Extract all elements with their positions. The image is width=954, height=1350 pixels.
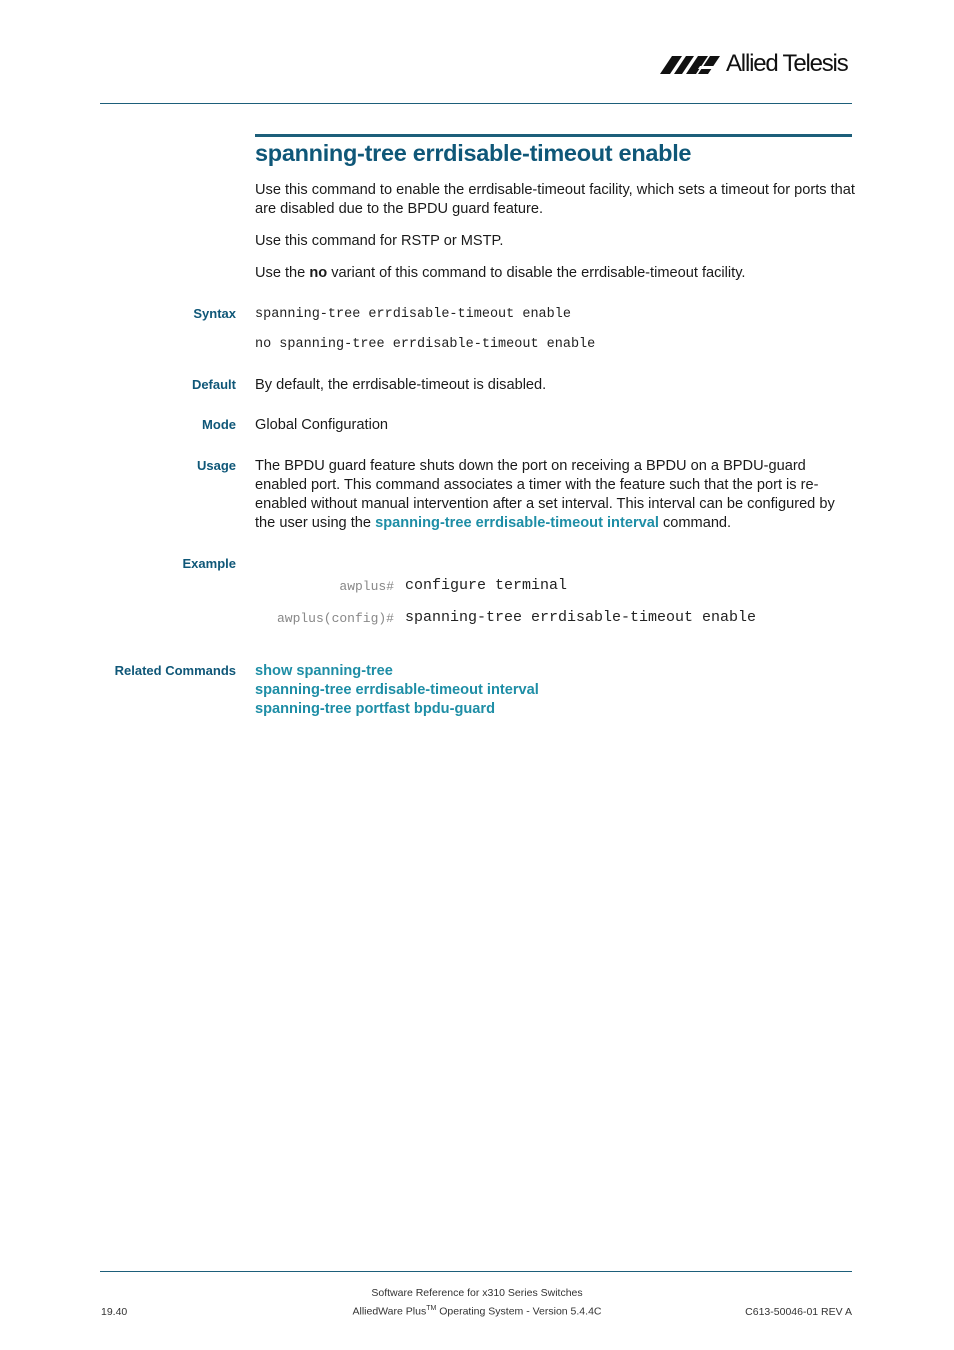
default-text: By default, the errdisable-timeout is disabled. — [255, 377, 547, 393]
usage-label: Usage — [196, 458, 236, 473]
logo-wordmark: Allied Telesis — [726, 50, 848, 77]
syntax-line-1: spanning-tree errdisable-timeout enable — [255, 307, 571, 322]
page-number: 19.40 — [101, 1306, 128, 1318]
syntax-line-2: no spanning-tree errdisable-timeout enable — [255, 337, 596, 352]
page-title: spanning-tree errdisable-timeout enable — [255, 140, 692, 166]
intro-paragraph-2: Use this command for RSTP or MSTP. — [255, 233, 504, 249]
logo-mark-icon — [660, 50, 726, 78]
default-label: Default — [191, 377, 236, 392]
usage-text — [255, 457, 852, 533]
intro-paragraph-1: Use this command to enable the errdisable-timeout facility, which sets a timeout for ports that are disabled due to the BPDU guard feature. — [255, 182, 855, 217]
header-rule — [100, 103, 852, 104]
footer-rule — [100, 1271, 852, 1272]
mode-label: Mode — [202, 417, 236, 432]
intro-paragraph-3 — [255, 264, 855, 283]
example-prompt-2: awplus(config)# — [276, 611, 394, 626]
footer-version-post: Operating System - Version 5.4.4C — [436, 1305, 602, 1318]
related-link-portfast-bpdu-guard[interactable]: spanning-tree portfast bpdu-guard — [255, 701, 495, 717]
usage-text-post: command. — [658, 515, 732, 531]
mode-text: Global Configuration — [255, 417, 389, 433]
example-label: Example — [182, 556, 236, 571]
related-commands-list — [255, 662, 539, 719]
example-prompt-1: awplus# — [339, 579, 394, 594]
related-link-show-spanning-tree[interactable]: show spanning-tree — [255, 663, 393, 679]
usage-link-errdisable-timeout-interval[interactable]: spanning-tree errdisable-timeout interval — [375, 515, 659, 531]
intro-p3-bold: no — [309, 265, 328, 281]
footer-trademark: TM — [426, 1305, 437, 1312]
example-command-2: spanning-tree errdisable-timeout enable — [405, 609, 757, 626]
usage-text-pre: The BPDU guard feature shuts down the port on receiving a BPDU on a BPDU-guard enabled port. This command associates a timer with the feature such that the port is re-enabled without manual intervention after a set interval. This interval can be configured by the user using the — [255, 458, 835, 531]
title-rule — [255, 134, 852, 137]
related-link-errdisable-timeout-interval[interactable]: spanning-tree errdisable-timeout interval — [255, 682, 539, 698]
intro-p3-post: variant of this command to disable the errdisable-timeout facility. — [327, 265, 746, 281]
footer-version-pre: AlliedWare Plus — [352, 1305, 427, 1318]
document-id: C613-50046-01 REV A — [745, 1306, 852, 1318]
footer-title: Software Reference for x310 Series Switches — [371, 1287, 583, 1299]
related-commands-label: Related Commands — [114, 663, 236, 678]
syntax-label: Syntax — [193, 306, 236, 321]
intro-p3-pre: Use the — [255, 265, 310, 281]
example-command-1: configure terminal — [405, 577, 568, 594]
allied-telesis-logo — [660, 50, 854, 78]
